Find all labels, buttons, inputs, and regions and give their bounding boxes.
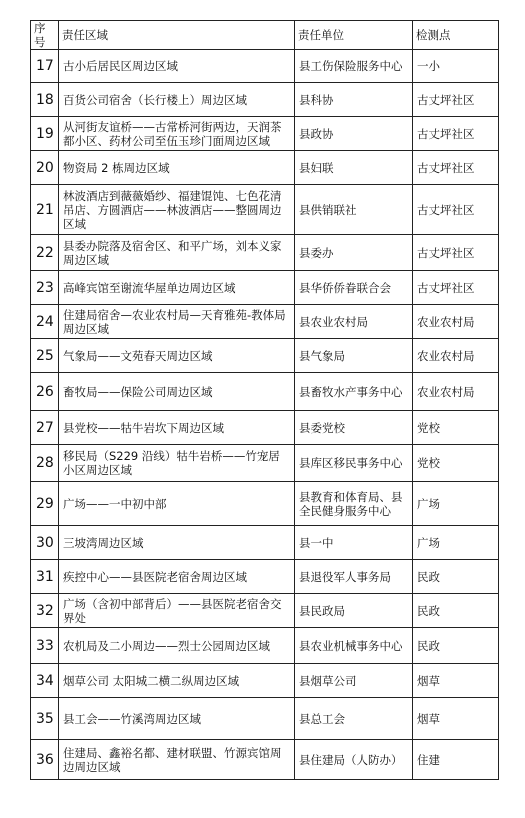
row-unit: 县烟草公司 [295, 664, 413, 698]
table-row [31, 117, 499, 151]
row-area: 广场——一中初中部 [59, 482, 295, 526]
row-point: 农业农村局 [413, 305, 499, 339]
row-point: 民政 [413, 628, 499, 664]
row-no: 32 [31, 594, 59, 628]
table-row [31, 305, 499, 339]
table-row [31, 698, 499, 740]
row-point: 烟草 [413, 698, 499, 740]
row-area: 物资局 2 栋周边区域 [59, 151, 295, 185]
header-unit: 责任单位 [295, 21, 413, 50]
row-point: 古丈坪社区 [413, 271, 499, 305]
row-unit: 县教育和体育局、县全民健身服务中心 [295, 482, 413, 526]
table-row [31, 50, 499, 83]
row-area: 移民局（S229 沿线）牯牛岩桥——竹宠居小区周边区域 [59, 445, 295, 482]
row-area: 从河街友谊桥——古常桥河街两边，天润茶都小区、药材公司至伍玉珍门面周边区域 [59, 117, 295, 151]
row-no: 33 [31, 628, 59, 664]
row-area: 林波酒店到薇薇婚纱、福建馄饨、七色花清吊店、方圆酒店——林波酒店——整圆周边区域 [59, 185, 295, 235]
row-unit: 县华侨侨眷联合会 [295, 271, 413, 305]
row-no: 27 [31, 411, 59, 445]
row-area: 县委办院落及宿舍区、和平广场，刘本义家周边区域 [59, 235, 295, 271]
row-point: 广场 [413, 526, 499, 560]
row-no: 21 [31, 185, 59, 235]
row-unit: 县委办 [295, 235, 413, 271]
table-row [31, 482, 499, 526]
row-area: 气象局——文苑春天周边区域 [59, 339, 295, 373]
row-no: 25 [31, 339, 59, 373]
row-point: 广场 [413, 482, 499, 526]
row-no: 20 [31, 151, 59, 185]
row-unit: 县总工会 [295, 698, 413, 740]
row-unit: 县工伤保险服务中心 [295, 50, 413, 83]
table-row [31, 445, 499, 482]
table-row [31, 339, 499, 373]
row-point: 农业农村局 [413, 339, 499, 373]
header-no: 序号 [31, 21, 59, 50]
row-area: 百货公司宿舍（长行楼上）周边区域 [59, 83, 295, 117]
row-area: 烟草公司 太阳城二横二纵周边区域 [59, 664, 295, 698]
row-no: 35 [31, 698, 59, 740]
row-no: 31 [31, 560, 59, 594]
row-unit: 县农业机械事务中心 [295, 628, 413, 664]
responsibility-table-page [30, 20, 499, 780]
row-unit: 县供销联社 [295, 185, 413, 235]
row-no: 30 [31, 526, 59, 560]
row-point: 住建 [413, 740, 499, 780]
row-no: 19 [31, 117, 59, 151]
header-area: 责任区域 [59, 21, 295, 50]
row-no: 17 [31, 50, 59, 83]
table-row [31, 526, 499, 560]
row-no: 23 [31, 271, 59, 305]
table-row [31, 83, 499, 117]
row-area: 疾控中心——县医院老宿舍周边区域 [59, 560, 295, 594]
row-point: 烟草 [413, 664, 499, 698]
row-point: 党校 [413, 445, 499, 482]
row-no: 36 [31, 740, 59, 780]
row-unit: 县政协 [295, 117, 413, 151]
row-area: 住建局宿舍—农业农村局—天育雅苑-教体局周边区域 [59, 305, 295, 339]
row-point: 古丈坪社区 [413, 235, 499, 271]
row-no: 34 [31, 664, 59, 698]
row-area: 三坡湾周边区域 [59, 526, 295, 560]
header-point: 检测点 [413, 21, 499, 50]
row-unit: 县住建局（人防办） [295, 740, 413, 780]
row-point: 古丈坪社区 [413, 151, 499, 185]
row-point: 民政 [413, 594, 499, 628]
row-point: 古丈坪社区 [413, 83, 499, 117]
row-unit: 县民政局 [295, 594, 413, 628]
table-row [31, 664, 499, 698]
row-point: 古丈坪社区 [413, 117, 499, 151]
table-row [31, 740, 499, 780]
row-no: 18 [31, 83, 59, 117]
table-row [31, 560, 499, 594]
table-row [31, 151, 499, 185]
row-no: 22 [31, 235, 59, 271]
row-point: 民政 [413, 560, 499, 594]
table-row [31, 628, 499, 664]
row-area: 古小后居民区周边区域 [59, 50, 295, 83]
row-area: 县党校——牯牛岩坎下周边区域 [59, 411, 295, 445]
row-no: 29 [31, 482, 59, 526]
table-row [31, 411, 499, 445]
table-row [31, 594, 499, 628]
row-point: 古丈坪社区 [413, 185, 499, 235]
row-unit: 县农业农村局 [295, 305, 413, 339]
row-unit: 县畜牧水产事务中心 [295, 373, 413, 411]
row-area: 县工会——竹溪湾周边区域 [59, 698, 295, 740]
row-point: 农业农村局 [413, 373, 499, 411]
row-unit: 县妇联 [295, 151, 413, 185]
table-row [31, 235, 499, 271]
row-unit: 县一中 [295, 526, 413, 560]
row-unit: 县科协 [295, 83, 413, 117]
row-unit: 县库区移民事务中心 [295, 445, 413, 482]
row-unit: 县气象局 [295, 339, 413, 373]
row-area: 农机局及二小周边——烈士公园周边区域 [59, 628, 295, 664]
row-point: 党校 [413, 411, 499, 445]
table-row [31, 271, 499, 305]
row-point: 一小 [413, 50, 499, 83]
row-unit: 县委党校 [295, 411, 413, 445]
row-area: 住建局、鑫裕名都、建材联盟、竹源宾馆周边周边区域 [59, 740, 295, 780]
row-area: 高峰宾馆至谢流华屋单边周边区域 [59, 271, 295, 305]
table-row [31, 373, 499, 411]
table-row [31, 185, 499, 235]
row-no: 28 [31, 445, 59, 482]
row-area: 广场（含初中部背后）——县医院老宿舍交界处 [59, 594, 295, 628]
row-area: 畜牧局——保险公司周边区域 [59, 373, 295, 411]
table-header-row [31, 21, 499, 50]
responsibility-table [30, 20, 499, 780]
row-no: 26 [31, 373, 59, 411]
row-no: 24 [31, 305, 59, 339]
row-unit: 县退役军人事务局 [295, 560, 413, 594]
